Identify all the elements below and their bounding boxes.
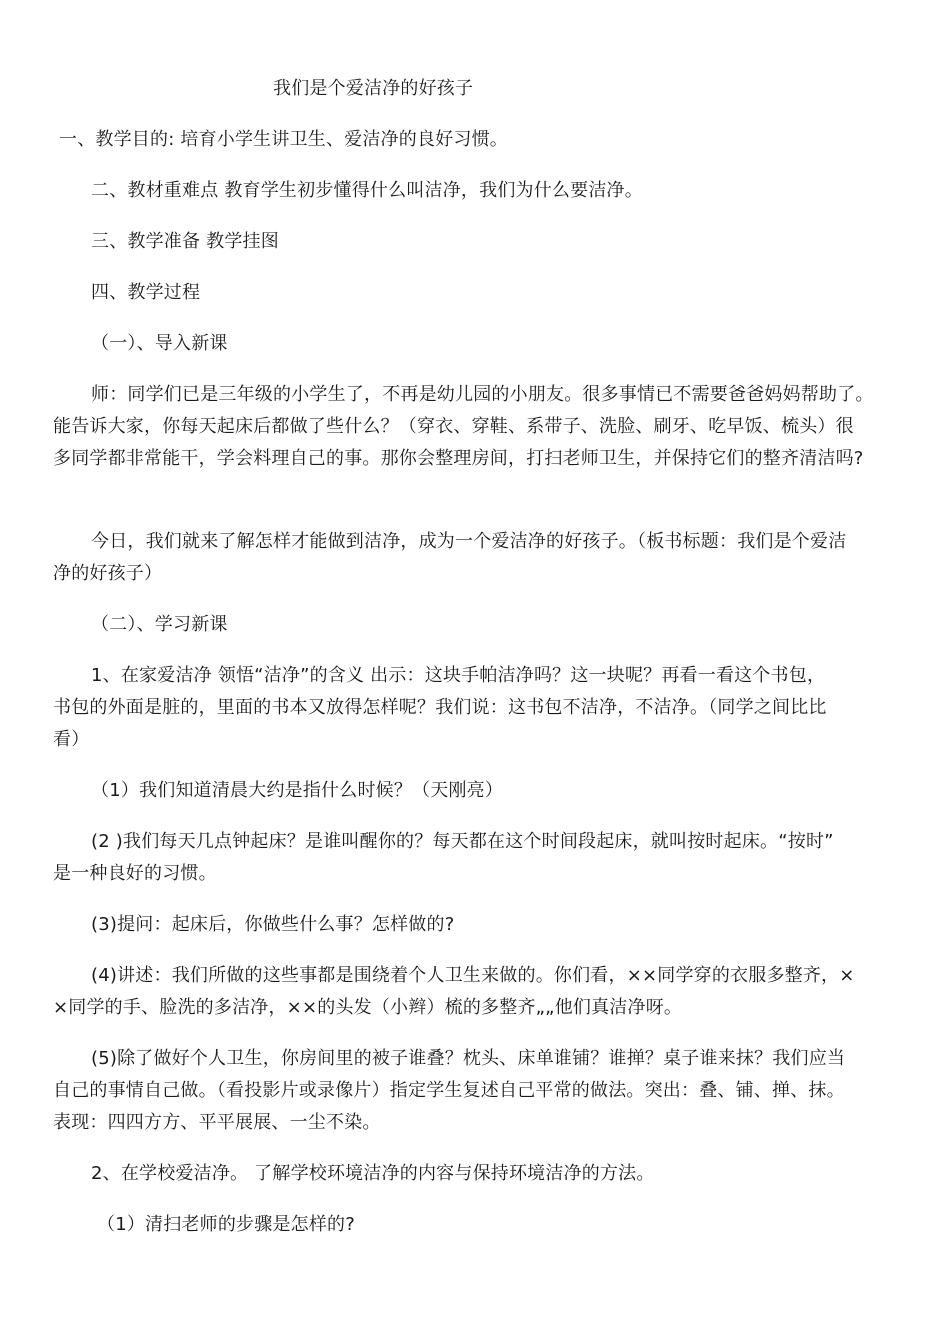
paragraph-item-3: (3)提问：起床后，你做些什么事？怎样做的? <box>91 914 455 935</box>
paragraph-school-item-1: （1）清扫老师的步骤是怎样的? <box>97 1214 356 1235</box>
paragraph-item-4-line-1: (4)讲述：我们所做的这些事都是围绕着个人卫生来做的。你们看，××同学穿的衣服多整齐，× <box>91 965 855 986</box>
paragraph-item-2-line-2: 是一种良好的习惯。 <box>53 863 217 884</box>
paragraph-teacher-line-3: 多同学都非常能干，学会料理自己的事。那你会整理房间，打扫老师卫生，并保持它们的整齐清洁吗? <box>53 448 864 469</box>
paragraph-item-5-line-1: (5)除了做好个人卫生，你房间里的被子谁叠？枕头、床单谁铺？谁掸？桌子谁来抹？我们应当 <box>91 1048 846 1069</box>
paragraph-home-line-2: 书包的外面是脏的，里面的书本又放得怎样呢？我们说：这书包不洁净，不洁净。（同学之间比比 <box>53 697 827 718</box>
paragraph-home-line-1: 1、在家爱洁净 领悟“洁净”的含义 出示：这块手帕洁净吗？这一块呢？再看一看这个书包， <box>91 665 826 686</box>
paragraph-item-5-line-3: 表现：四四方方、平平展展、一尘不染。 <box>53 1112 381 1133</box>
paragraph-home-line-3: 看） <box>53 729 90 750</box>
paragraph-item-1: （1）我们知道清晨大约是指什么时候？（天刚亮） <box>91 780 504 801</box>
paragraph-objective: 一、教学目的: 培育小学生讲卫生、爱洁净的良好习惯。 <box>59 129 508 150</box>
paragraph-school: 2、在学校爱洁净。 了解学校环境洁净的内容与保持环境洁净的方法。 <box>91 1163 655 1184</box>
paragraph-teacher-line-1: 师：同学们已是三年级的小学生了，不再是幼儿园的小朋友。很多事情已不需要爸爸妈妈帮助了。 <box>91 384 874 405</box>
paragraph-item-4-line-2: ×同学的手、脸洗的多洁净，××的头发（小辫）梳的多整齐„„他们真洁净呀。 <box>53 997 683 1018</box>
paragraph-preparation: 三、教学准备 教学挂图 <box>91 231 279 252</box>
paragraph-item-5-line-2: 自己的事情自己做。（看投影片或录像片）指定学生复述自己平常的做法。突出：叠、铺、掸、抹。 <box>53 1080 845 1101</box>
heading-new-lesson: （二）、学习新课 <box>91 614 228 635</box>
paragraph-key-points: 二、教材重难点 教育学生初步懂得什么叫洁净，我们为什么要洁净。 <box>91 180 643 201</box>
heading-process: 四、教学过程 <box>91 282 201 303</box>
paragraph-teacher-line-2: 能告诉大家，你每天起床后都做了些什么？（穿衣、穿鞋、系带子、洗脸、刷牙、吃早饭、梳头）很 <box>53 416 854 437</box>
paragraph-today-line-2: 净的好孩子） <box>53 563 163 584</box>
document-title: 我们是个爱洁净的好孩子 <box>273 78 474 99</box>
paragraph-item-2-line-1: (2 )我们每天几点钟起床？是谁叫醒你的？每天都在这个时间段起床，就叫按时起床。“按时” <box>91 831 834 852</box>
heading-intro: （一）、导入新课 <box>91 333 228 354</box>
paragraph-today-line-1: 今日，我们就来了解怎样才能做到洁净，成为一个爱洁净的好孩子。（板书标题：我们是个爱洁 <box>91 531 847 552</box>
